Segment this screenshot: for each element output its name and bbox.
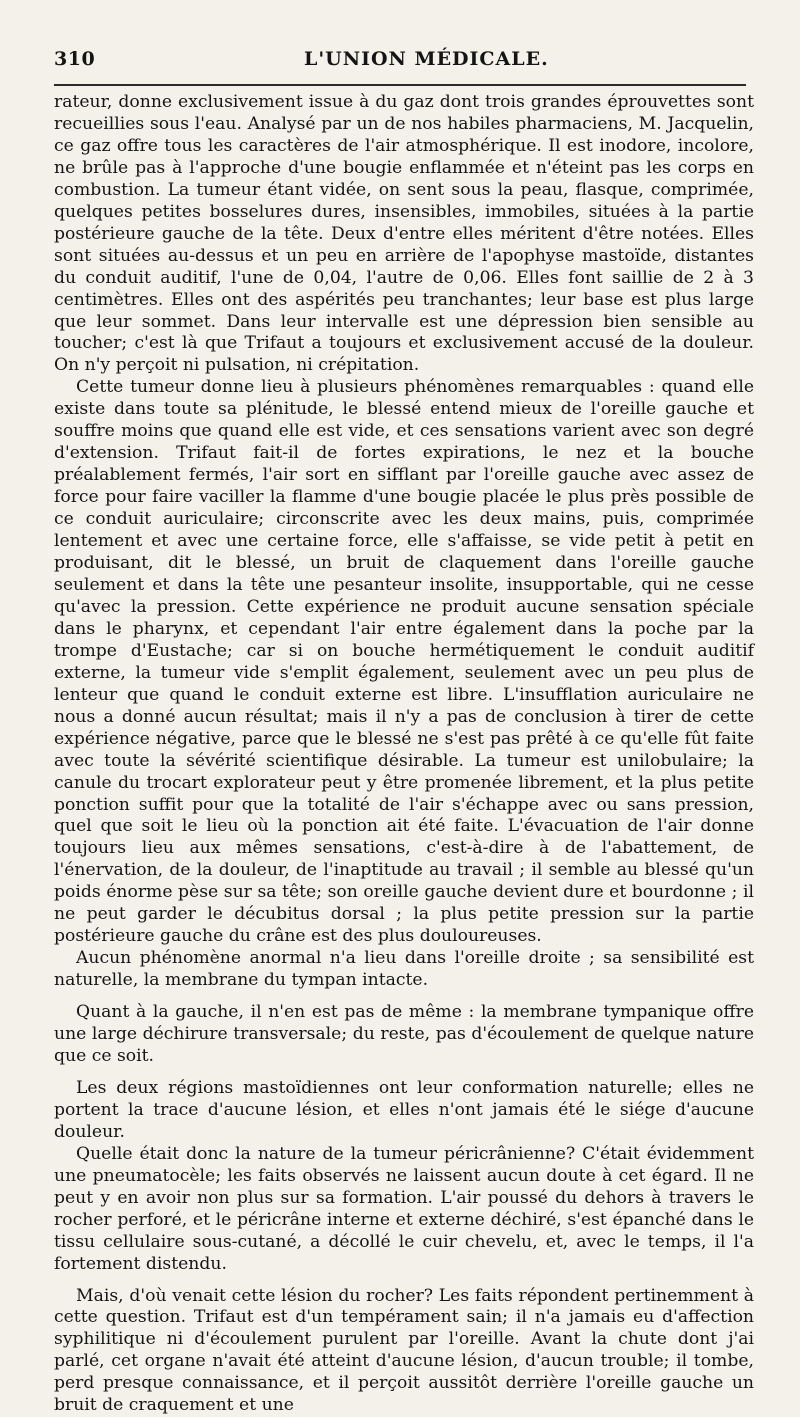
paragraph: Mais, d'où venait cette lésion du rocher? Les faits répondent pertinemment à cette question. Trifaut est d'un tempérament sain; il n'a jamais eu d'affection syphilitique ni d'écoulement purulent par l'oreille. Avant la chute dont j'ai parlé, cet organe n'avait été atteint d'aucune lésion, d'aucun trouble; il tombe, perd presque connaissance, et il perçoit aussitôt derrière l'oreille gauche un bruit de craquement et une xyxy=(54,1285,754,1416)
paragraph: Cette tumeur donne lieu à plusieurs phénomènes remarquables : quand elle existe dans toute sa plénitude, le blessé entend mieux de l'oreille gauche et souffre moins que quand elle est vide, et ces sensations varient avec son degré d'extension. Trifaut fait-il de fortes expirations, le nez et la bouche préalablement fermés, l'air sort en sifflant par l'oreille gauche avec assez de force pour faire vaciller la flamme d'une bougie placée le plus près possible de ce conduit auriculaire; circonscrite avec les deux mains, puis, comprimée lentement et avec une certaine force, elle s'affaisse, se vide petit à petit en produisant, dit le blessé, un bruit de claquement dans l'oreille gauche seulement et dans la tête une pesanteur insolite, insupportable, qui ne cesse qu'avec la pression. Cette expérience ne produit aucune sensation spéciale dans le pharynx, et cependant l'air entre également dans la poche par la trompe d'Eustache; car si on bouche hermétiquement le conduit auditif externe, la tumeur vide s'emplit également, seulement avec un peu plus de lenteur que quand le conduit externe est libre. L'insufflation auriculaire ne nous a donné aucun résultat; mais il n'y a pas de conclusion à tirer de cette expérience négative, parce que le blessé ne s'est pas prêté à ce qu'elle fût faite avec toute la sévérité scientifique désirable. La tumeur est unilobulaire; la canule du trocart explorateur peut y être promenée librement, et la plus petite ponction suffit pour que la totalité de l'air s'échappe avec ou sans pression, quel que soit le lieu où la ponction ait été faite. L'évacuation de l'air donne toujours lieu aux mêmes sensations, c'est-à-dire à de l'abattement, de l'énervation, de la douleur, de l'inaptitude au travail ; il semble au blessé qu'un poids énorme pèse sur sa tête; son oreille gauche devient dure et bourdonne ; il ne peut garder le décubitus dorsal ; la plus petite pression sur la partie postérieure gauche du crâne est des plus douloureuses. xyxy=(54,377,754,947)
paragraph: rateur, donne exclusivement issue à du gaz dont trois grandes éprouvettes sont recueillies sous l'eau. Analysé par un de nos habiles pharmaciens, M. Jacquelin, ce gaz offre tous les caractères de l'air atmosphérique. Il est inodore, incolore, ne brûle pas à l'approche d'une bougie enflammée et n'éteint pas les corps en combustion. La tumeur étant vidée, on sent sous la peau, flasque, comprimée, quelques petites bosselures dures, insensibles, immobiles, situées à la partie postérieure gauche de la tête. Deux d'entre elles méritent d'être notées. Elles sont situées au-dessus et un peu en arrière de l'apophyse mastoïde, distantes du conduit auditif, l'une de 0,04, l'autre de 0,06. Elles font saillie de 2 à 3 centimètres. Elles ont des aspérités peu tranchantes; leur base est plus large que leur sommet. Dans leur intervalle est une dépression bien sensible au toucher; c'est là que Trifaut a toujours et exclusivement accusé de la douleur. On n'y perçoit ni pulsation, ni crépitation. xyxy=(54,92,754,376)
paragraph: Aucun phénomène anormal n'a lieu dans l'oreille droite ; sa sensibilité est naturelle, la membrane du tympan intacte. xyxy=(54,948,754,991)
page-header xyxy=(54,42,752,80)
body-text xyxy=(54,92,754,1417)
header-rule xyxy=(54,84,746,86)
paragraph: Quelle était donc la nature de la tumeur péricrânienne? C'était évidemment une pneumatocèle; les faits observés ne laissent aucun doute à cet égard. Il ne peut y en avoir non plus sur sa formation. L'air poussé du dehors à travers le rocher perforé, et le péricrâne interne et externe déchiré, s'est épanché dans le tissu cellulaire sous-cutané, a décollé le cuir chevelu, et, avec le temps, il l'a fortement distendu. xyxy=(54,1143,754,1274)
page-number: 310 xyxy=(54,48,96,70)
paragraph: Les deux régions mastoïdiennes ont leur conformation naturelle; elles ne portent la trace d'aucune lésion, et elles n'ont jamais été le siége d'aucune douleur. xyxy=(54,1077,754,1142)
running-title: L'UNION MÉDICALE. xyxy=(304,48,549,70)
paragraph: Quant à la gauche, il n'en est pas de même : la membrane tympanique offre une large déchirure transversale; du reste, pas d'écoulement de quelque nature que ce soit. xyxy=(54,1002,754,1066)
